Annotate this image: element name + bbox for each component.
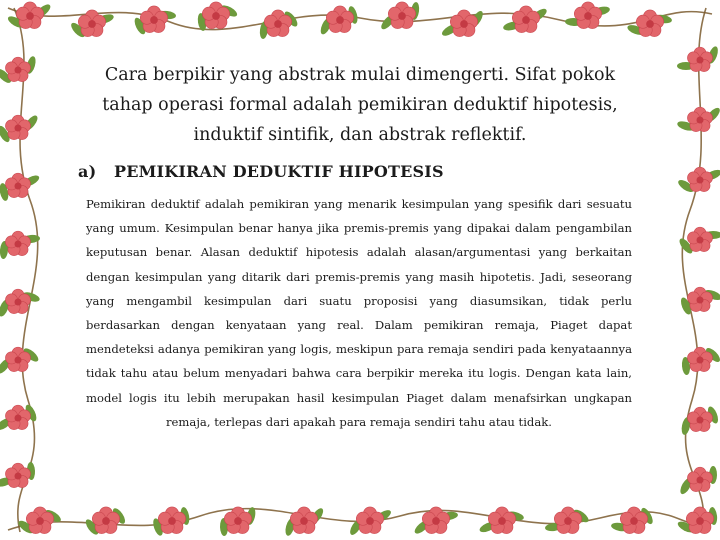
section-heading-text: PEMIKIRAN DEDUKTIF HIPOTESIS: [114, 162, 444, 181]
section-heading: [78, 162, 638, 181]
section-body: Pemikiran deduktif adalah pemikiran yang menarik kesimpulan yang spesifik dari sesuatu yang umum. Kesimpulan benar hanya jika premis-premis yang dipakai dalam pengambilan keputusan benar. Alasan deduktif hipotesis adalah alasan/argumentasi yang berkaitan dengan kesimpulan yang ditarik dari premis-premis yang masih hipotetis. Jadi, seseorang yang mengambil kesimpulan dari suatu proposisi yang diasumsikan, tidak perlu berdasarkan dengan kenyataan yang real. Dalam pemikiran remaja, Piaget dapat mendeteksi adanya pemikiran yang logis, meskipun para remaja sendiri pada kenyataannya tidak tahu atau belum menyadari bahwa cara berpikir mereka itu logis. Dengan kata lain, model logis itu lebih merupakan hasil kesimpulan Piaget dalam menafsirkan ungkapan remaja, terlepas dari apakah para remaja sendiri tahu atau tidak.: [86, 197, 632, 429]
intro-paragraph: Cara berpikir yang abstrak mulai dimengerti. Sifat pokok tahap operasi formal adalah pemikiran deduktif hipotesis, induktif sintifik, dan abstrak reflektif.: [102, 65, 618, 145]
section-marker: a): [78, 162, 97, 181]
